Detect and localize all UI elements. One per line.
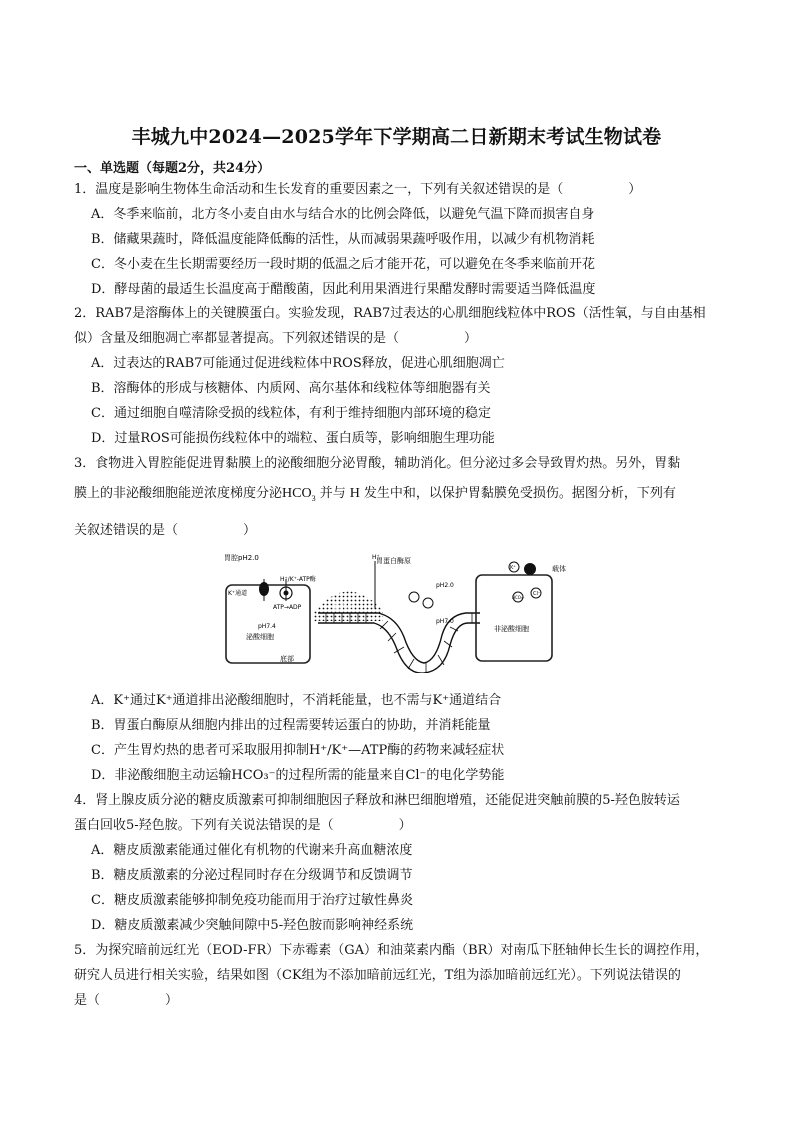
q2-stem-line1: 2．RAB7是溶酶体上的关键膜蛋白。实验发现，RAB7过表达的心肌细胞线粒体中ROS（活性氧，与自由基相 (74, 306, 706, 321)
q3-option-c: C．产生胃灼热的患者可采取服用抑制H⁺/K⁺—ATP酶的药物来减轻症状 (91, 743, 505, 758)
q3-option-a: A．K⁺通过K⁺通道排出泌酸细胞时，不消耗能量，也不需与K⁺通道结合 (91, 693, 502, 708)
q3-stem-part3: 发生中和，以保护胃黏膜免受损伤。据图分析，下列有 (363, 486, 676, 501)
q1-stem: 1．温度是影响生物体生命活动和生长发育的重要因素之一，下列有关叙述错误的是（ ） (74, 182, 642, 197)
label-cl: Cl⁻ (533, 591, 541, 597)
q4-stem-line1: 4．肾上腺皮质分泌的糖皮质激素可抑制细胞因子释放和淋巴细胞增殖，还能促进突触前膜的5-羟色胺转运 (74, 793, 680, 808)
q1-option-a: A．冬季来临前，北方冬小麦自由水与结合水的比例会降低，以避免气温下降而损害自身 (91, 207, 595, 222)
label-k-channel: K⁺通道 (228, 590, 248, 597)
q2-option-d: D．过量ROS可能损伤线粒体中的端粒、蛋白质等，影响细胞生理功能 (91, 431, 495, 446)
q5-stem-line1: 5．为探究暗前远红光（EOD-FR）下赤霉素（GA）和油菜素内酯（BR）对南瓜下胚轴伸长生长的调控作用， (74, 943, 709, 958)
q3-stem-part2: 并与 (319, 486, 346, 501)
non-secreting-cell-shape (476, 575, 552, 661)
q3-option-b: B．胃蛋白酶原从细胞内排出的过程需要转运蛋白的协助，并消耗能量 (91, 718, 491, 733)
q3-hco3-formula: $HCO_3$ (282, 486, 316, 503)
q5-stem-line2: 研究人员进行相关实验，结果如图（CK组为不添加暗前远红光，T组为添加暗前远红光）。下列说法错误的 (74, 968, 681, 983)
q4-option-c: C．糖皮质激素能够抑制免疫功能而用于治疗过敏性鼻炎 (91, 893, 413, 908)
label-non-secreting-cell: 非泌酸细胞 (494, 625, 529, 633)
q4-option-b: B．糖皮质激素的分泌过程同时存在分级调节和反馈调节 (91, 868, 413, 883)
label-lumen-ph: 胃腔pH2.0 (224, 554, 259, 562)
label-h-plus: H⁺ (372, 554, 380, 561)
exam-title: 丰城九中2024—2025学年下学期高二日新期末考试生物试卷 (131, 126, 662, 148)
q3-option-d: D．非泌酸细胞主动运输HCO₃⁻的过程所需的能量来自Cl⁻的电化学势能 (91, 768, 505, 783)
q3-stem-line3: 关叙述错误的是（ ） (74, 523, 257, 538)
q3-stem-line1: 3．食物进入胃腔能促进胃黏膜上的泌酸细胞分泌胃酸，辅助消化。但分泌过多会导致胃灼热。另外，胃黏 (74, 456, 681, 471)
carrier-icon (524, 563, 536, 575)
q2-option-b: B．溶酶体的形成与核糖体、内质网、高尔基体和线粒体等细胞器有关 (91, 381, 491, 396)
label-ph-7: pH7.0 (436, 618, 454, 625)
q4-option-a: A．糖皮质激素能通过催化有机物的代谢来升高血糖浓度 (91, 843, 413, 858)
label-atpase: H⁺/K⁺-ATP酶 (280, 576, 316, 583)
q2-option-c: C．通过细胞自噬清除受损的线粒体，有利于维持细胞内部环境的稳定 (91, 406, 491, 421)
q2-stem-line2: 似）含量及细胞凋亡率都显著提高。下列叙述错误的是（ ） (74, 331, 478, 346)
h-ion-icon (409, 592, 419, 602)
label-k: K⁺ (510, 565, 516, 571)
label-pepsinogen: 胃蛋白酶原 (376, 557, 411, 565)
label-basal: 底部 (280, 655, 294, 663)
q5-stem-line3: 是（ ） (74, 993, 179, 1008)
q4-stem-line2: 蛋白回收5-羟色胺。下列有关说法错误的是（ ） (74, 818, 412, 833)
q1-option-b: B．储藏果蔬时，降低温度能降低酶的活性，从而减弱果蔬呼吸作用，以减少有机物消耗 (91, 232, 595, 247)
q1-option-c: C．冬小麦在生长期需要经历一段时期的低温之后才能开花，可以避免在冬季来临前开花 (91, 257, 595, 272)
gastric-cell-diagram (218, 551, 578, 673)
label-hco3: HCO₃⁻ (512, 595, 525, 600)
q1-option-d: D．酵母菌的最适生长温度高于醋酸菌，因此利用果酒进行果醋发酵时需要适当降低温度 (91, 282, 596, 297)
label-carrier: 载体 (552, 565, 566, 573)
q3-stem-line2 (74, 485, 676, 508)
label-mucus: 黏液层 (333, 603, 354, 611)
section-heading: 一、单选题（每题2分，共24分） (74, 161, 271, 176)
label-ph-2: pH2.0 (436, 582, 454, 589)
label-atp-adp: ATP→ADP (273, 604, 302, 611)
q3-stem-part1: 膜上的非泌酸细胞能逆浓度梯度分泌 (74, 486, 283, 501)
q3-h-symbol: H (349, 486, 360, 501)
label-cell-ph: pH7.4 (258, 623, 276, 630)
hco3-ion-icon (423, 598, 433, 608)
q4-option-d: D．糖皮质激素减少突触间隙中5-羟色胺而影响神经系统 (91, 918, 414, 933)
q2-option-a: A．过表达的RAB7可能通过促进线粒体中ROS释放，促进心肌细胞凋亡 (91, 356, 505, 371)
epithelium-bottom (318, 623, 480, 673)
label-secreting-cell: 泌酸细胞 (246, 633, 274, 641)
